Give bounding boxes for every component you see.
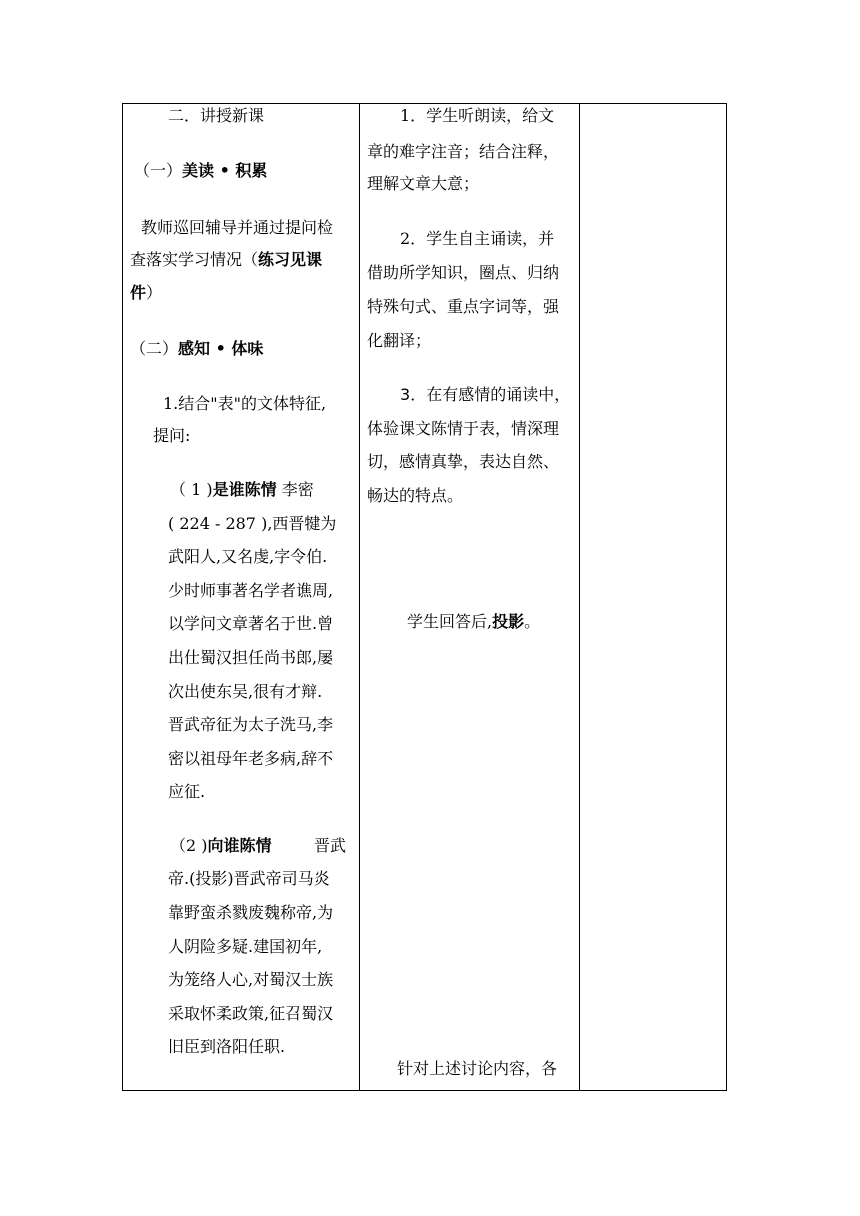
- section-heading: 二．讲授新课: [168, 106, 265, 125]
- activity-line: 畅达的特点。: [367, 486, 464, 505]
- activity-line: 章的难字注音；结合注释，: [367, 142, 560, 161]
- item-line: 出仕蜀汉担任尚书郎,屡: [168, 648, 334, 667]
- subsection-title: （二）感知 • 体味: [130, 339, 264, 358]
- paragraph-line: 查落实学习情况（练习见课: [130, 250, 323, 269]
- activity-line: 针对上述讨论内容，各: [397, 1059, 558, 1078]
- activity-line: 特殊句式、重点字词等，强: [367, 297, 560, 316]
- item-line: 帝.(投影)晋武帝司马炎: [168, 869, 330, 888]
- column-divider: [359, 104, 360, 1090]
- item-line: 应征.: [168, 782, 206, 801]
- question-line: 提问:: [153, 426, 191, 445]
- item-line: 人阴险多疑.建国初年,: [168, 937, 323, 956]
- item-line: 次出使东吴,很有才辩.: [168, 682, 323, 701]
- activity-line: 化翻译；: [367, 331, 432, 350]
- item-line: 密以祖母年老多病,辞不: [168, 749, 334, 768]
- item-line: 武阳人,又名虔,字令伯.: [168, 547, 328, 566]
- item-line: 少时师事著名学者谯周,: [168, 581, 334, 600]
- item-line: 以学问文章著名于世.曾: [168, 614, 334, 633]
- activity-line: 体验课文陈情于表，情深理: [367, 419, 560, 438]
- question-line: 1.结合"表"的文体特征,: [163, 394, 327, 413]
- item-line: 靠野蛮杀戮废魏称帝,为: [168, 903, 334, 922]
- activity-line: 理解文章大意；: [367, 174, 480, 193]
- activity-line: 借助所学知识，圈点、归纳: [367, 263, 560, 282]
- paragraph-line: 教师巡回辅导并通过提问检: [141, 218, 334, 237]
- activity-line: 切，感情真挚，表达自然、: [367, 452, 560, 471]
- column-divider: [579, 104, 580, 1090]
- item-line: 晋武帝征为太子洗马,李: [168, 715, 334, 734]
- activity-line: 3．在有感情的诵读中，: [400, 385, 571, 404]
- item-heading: （2 )向谁陈情: [170, 836, 272, 855]
- subsection-title: （一）美读 • 积累: [134, 161, 268, 180]
- activity-line: 2．学生自主诵读，并: [400, 229, 555, 248]
- item-line: ( 224 - 287 ),西晋犍为: [168, 514, 337, 533]
- paragraph-line: 件）: [130, 283, 163, 302]
- item-line: 旧臣到洛阳任职.: [168, 1037, 286, 1056]
- item-heading: （ 1 )是谁陈情 李密: [170, 480, 314, 499]
- item-line: 晋武: [314, 836, 347, 855]
- item-line: 采取怀柔政策,征召蜀汉: [168, 1004, 334, 1023]
- activity-line: 1．学生听朗读，给文: [400, 106, 555, 125]
- activity-line: 学生回答后,投影。: [407, 612, 541, 631]
- item-line: 为笼络人心,对蜀汉士族: [168, 970, 334, 989]
